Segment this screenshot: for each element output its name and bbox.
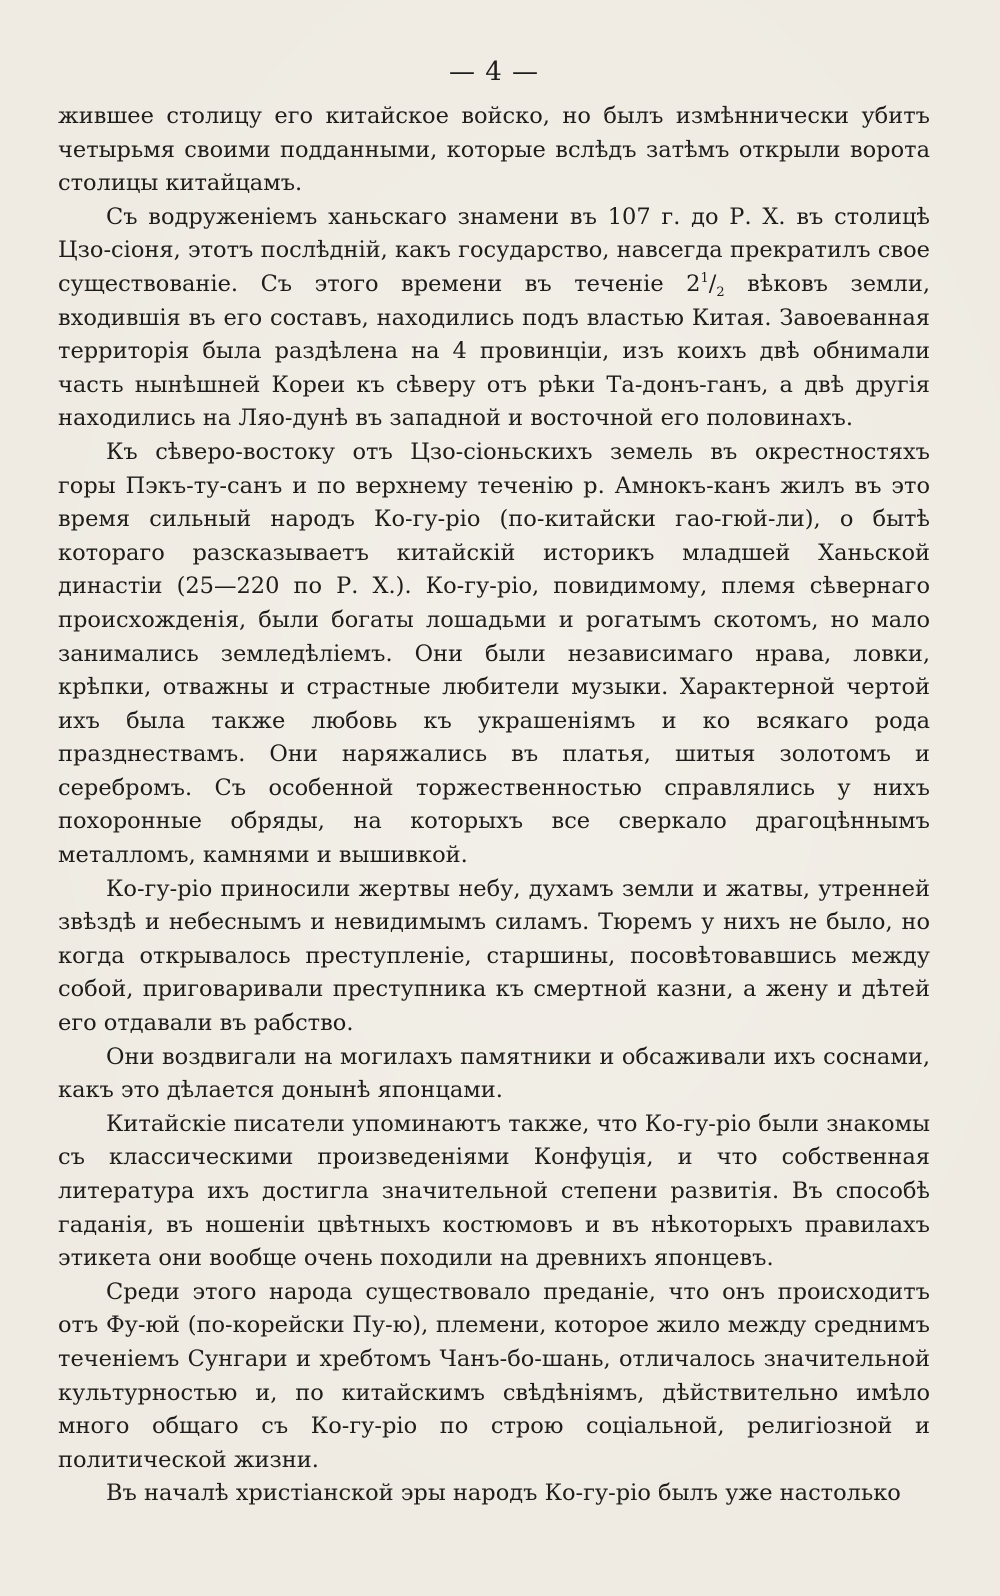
paragraph-2-continuation: вѣковъ земли, входившія въ его составъ, находились подъ властью Китая. Завоеванная территорія была раздѣлена на 4 провинціи, изъ коихъ двѣ обнимали часть нынѣшней Кореи къ сѣверу отъ рѣки Та-донъ-ганъ, а двѣ другія находились на Ляо-дунѣ въ западной и восточной его половинахъ. bbox=[58, 270, 930, 432]
paragraph-6: Китайскіе писатели упоминаютъ также, что Ко-гу-ріо были знакомы съ классическими произведеніями Конфуція, и что собственная литература ихъ достигла значительной степени развитія. Въ способѣ гаданія, въ ношеніи цвѣтныхъ костюмовъ и въ нѣкоторыхъ правилахъ этикета они вообще очень походили на древнихъ японцевъ. bbox=[58, 1110, 930, 1272]
paragraph-2-text: Съ водруженіемъ ханьскаго знамени въ 107 г. до Р. Х. въ столицѣ Цзо-сіоня, этотъ послѣдній, какъ государство, навсегда прекратилъ свое существованіе. Съ этого времени въ теченіе bbox=[58, 203, 930, 297]
paragraph-3: Къ сѣверо-востоку отъ Цзо-сіоньскихъ земель въ окрестностяхъ горы Пэкъ-ту-санъ и по верхнему теченію р. Амнокъ-канъ жилъ въ это время сильный народъ Ко-гу-ріо (по-китайски гао-гюй-ли), о бытѣ котораго разсказываетъ китайскій историкъ младшей Ханьской династіи (25—220 по Р. Х.). Ко-гу-ріо, повидимому, племя сѣвернаго происхожденія, были богаты лошадьми и рогатымъ скотомъ, но мало занимались земледѣліемъ. Они были независимаго нрава, ловки, крѣпки, отважны и страстные любители музыки. Характерной чертой ихъ была также любовь къ украшеніямъ и ко всякаго рода празднествамъ. Они наряжались въ платья, шитыя золотомъ и серебромъ. Съ особенной торжественностью справлялись у нихъ похоронные обряды, на которыхъ все сверкало драгоцѣннымъ металломъ, камнями и вышивкой. bbox=[58, 438, 930, 869]
paragraph-1: жившее столицу его китайское войско, но былъ измѣннически убитъ четырьмя своими подданными, которые вслѣдъ затѣмъ открыли ворота столицы китайцамъ. bbox=[58, 103, 930, 197]
fraction-numerator: 1 bbox=[700, 270, 709, 286]
paragraph-8: Въ началѣ христіанской эры народъ Ко-гу-ріо былъ уже настолько bbox=[106, 1480, 901, 1507]
fraction-slash: / bbox=[708, 270, 717, 297]
page-number: — 4 — bbox=[448, 57, 540, 87]
paragraph-7: Среди этого народа существовало преданіе, что онъ происходитъ отъ Фу-юй (по-корейски Пу-ю), племени, которое жило между среднимъ теченіемъ Сунгари и хребтомъ Чанъ-бо-шань, отличалось значительной культурностью и, по китайскимъ свѣдѣніямъ, дѣйствительно имѣло много общаго съ Ко-гу-ріо по строю соціальной, религіозной и политической жизни. bbox=[58, 1278, 930, 1473]
paragraph-2 bbox=[58, 201, 930, 436]
paragraph-4: Ко-гу-ріо приносили жертвы небу, духамъ земли и жатвы, утренней звѣздѣ и небеснымъ и невидимымъ силамъ. Тюремъ у нихъ не было, но когда открывалось преступленіе, старшины, посовѣтовавшись между собой, приговаривали преступника къ смертной казни, а жену и дѣтей его отдавали въ рабство. bbox=[58, 875, 930, 1037]
fraction bbox=[686, 270, 725, 300]
fraction-denominator: 2 bbox=[716, 284, 725, 300]
paragraph-5: Они воздвигали на могилахъ памятники и обсаживали ихъ соснами, какъ это дѣлается донынѣ японцами. bbox=[58, 1043, 930, 1104]
fraction-whole: 2 bbox=[686, 270, 701, 297]
